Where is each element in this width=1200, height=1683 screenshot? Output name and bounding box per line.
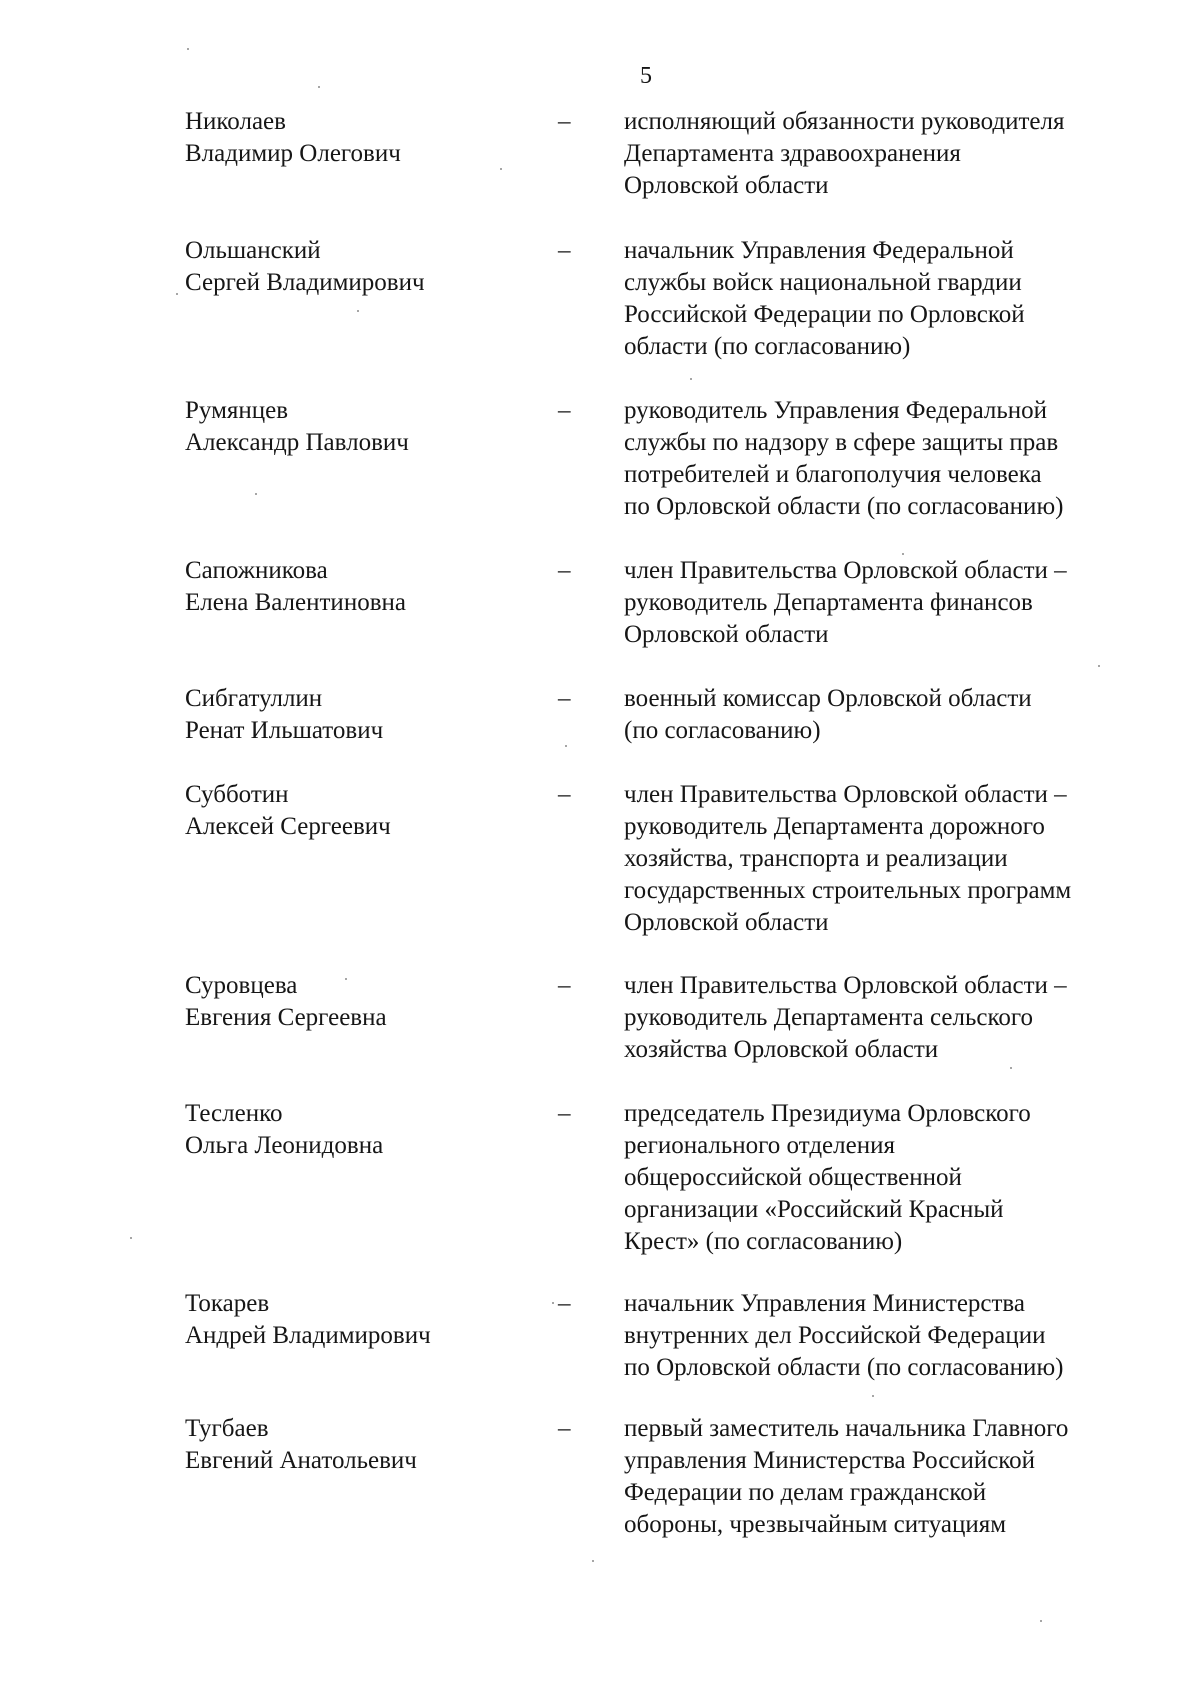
role-line: член Правительства Орловской области – xyxy=(624,972,1067,999)
member-given-names: Ольга Леонидовна xyxy=(185,1132,384,1159)
member-name xyxy=(185,779,515,843)
role-line: Орловской области xyxy=(624,172,829,199)
member-role xyxy=(624,555,1144,651)
role-line: член Правительства Орловской области – xyxy=(624,557,1067,584)
role-line: службы по надзору в сфере защиты прав xyxy=(624,429,1059,456)
scan-speck xyxy=(176,293,178,295)
scan-speck xyxy=(565,745,567,747)
member-surname: Сапожникова xyxy=(185,557,328,584)
scan-speck xyxy=(902,553,904,555)
member-name xyxy=(185,235,515,299)
role-line: председатель Президиума Орловского xyxy=(624,1100,1031,1127)
role-line: начальник Управления Министерства xyxy=(624,1290,1026,1317)
scan-speck xyxy=(1098,665,1100,667)
scan-speck xyxy=(1010,1067,1012,1069)
role-line: Орловской области xyxy=(624,621,829,648)
role-line: государственных строительных программ xyxy=(624,877,1072,904)
member-name xyxy=(185,1098,515,1162)
member-surname: Токарев xyxy=(185,1290,270,1317)
member-surname: Ольшанский xyxy=(185,237,321,264)
role-line: Российской Федерации по Орловской xyxy=(624,301,1025,328)
scan-speck xyxy=(690,378,692,380)
role-line: хозяйства, транспорта и реализации xyxy=(624,845,1008,872)
page-number: 5 xyxy=(640,63,652,89)
role-line: хозяйства Орловской области xyxy=(624,1036,939,1063)
scan-speck xyxy=(552,1302,554,1304)
member-given-names: Елена Валентиновна xyxy=(185,589,406,616)
scan-speck xyxy=(255,493,257,495)
role-line: руководитель Департамента сельского xyxy=(624,1004,1033,1031)
separator-dash: – xyxy=(558,1290,571,1317)
role-line: первый заместитель начальника Главного xyxy=(624,1415,1069,1442)
separator-dash: – xyxy=(558,1415,571,1442)
role-line: Орловской области xyxy=(624,909,829,936)
member-given-names: Сергей Владимирович xyxy=(185,269,425,296)
member-role xyxy=(624,970,1144,1066)
member-role xyxy=(624,106,1144,202)
member-name xyxy=(185,683,515,747)
member-role xyxy=(624,1413,1144,1541)
scan-speck xyxy=(872,1395,874,1397)
member-surname: Субботин xyxy=(185,781,289,808)
member-role xyxy=(624,395,1144,523)
role-line: военный комиссар Орловской области xyxy=(624,685,1032,712)
member-name xyxy=(185,970,515,1034)
role-line: управления Министерства Российской xyxy=(624,1447,1036,1474)
member-role xyxy=(624,235,1144,363)
separator-dash: – xyxy=(558,972,571,999)
member-role xyxy=(624,683,1144,747)
member-given-names: Алексей Сергеевич xyxy=(185,813,391,840)
scan-speck xyxy=(318,86,320,88)
member-surname: Румянцев xyxy=(185,397,289,424)
member-name xyxy=(185,555,515,619)
member-surname: Николаев xyxy=(185,108,286,135)
separator-dash: – xyxy=(558,237,571,264)
member-name xyxy=(185,1288,515,1352)
role-line: Департамента здравоохранения xyxy=(624,140,961,167)
scan-speck xyxy=(345,978,347,980)
role-line: исполняющий обязанности руководителя xyxy=(624,108,1065,135)
role-line: службы войск национальной гвардии xyxy=(624,269,1022,296)
role-line: регионального отделения xyxy=(624,1132,895,1159)
role-line: член Правительства Орловской области – xyxy=(624,781,1067,808)
member-surname: Тугбаев xyxy=(185,1415,269,1442)
scan-speck xyxy=(187,48,189,50)
separator-dash: – xyxy=(558,557,571,584)
member-role xyxy=(624,779,1144,939)
role-line: руководитель Департамента дорожного xyxy=(624,813,1045,840)
role-line: общероссийской общественной xyxy=(624,1164,962,1191)
scan-speck xyxy=(500,168,502,170)
separator-dash: – xyxy=(558,108,571,135)
member-given-names: Андрей Владимирович xyxy=(185,1322,431,1349)
role-line: обороны, чрезвычайным ситуациям xyxy=(624,1511,1007,1538)
scan-speck xyxy=(1040,1620,1042,1622)
role-line: руководитель Управления Федеральной xyxy=(624,397,1048,424)
member-given-names: Ренат Ильшатович xyxy=(185,717,384,744)
separator-dash: – xyxy=(558,685,571,712)
separator-dash: – xyxy=(558,1100,571,1127)
role-line: руководитель Департамента финансов xyxy=(624,589,1033,616)
scan-speck xyxy=(357,310,359,312)
member-role xyxy=(624,1098,1144,1258)
member-name xyxy=(185,1413,515,1477)
role-line: по Орловской области (по согласованию) xyxy=(624,493,1064,520)
member-given-names: Александр Павлович xyxy=(185,429,409,456)
member-given-names: Евгения Сергеевна xyxy=(185,1004,387,1031)
member-given-names: Владимир Олегович xyxy=(185,140,401,167)
member-surname: Суровцева xyxy=(185,972,298,999)
scan-speck xyxy=(592,1560,594,1562)
role-line: начальник Управления Федеральной xyxy=(624,237,1014,264)
role-line: организации «Российский Красный xyxy=(624,1196,1004,1223)
role-line: по Орловской области (по согласованию) xyxy=(624,1354,1064,1381)
role-line: (по согласованию) xyxy=(624,717,821,744)
role-line: потребителей и благополучия человека xyxy=(624,461,1042,488)
role-line: области (по согласованию) xyxy=(624,333,911,360)
scan-speck xyxy=(130,1237,132,1239)
role-line: внутренних дел Российской Федерации xyxy=(624,1322,1046,1349)
member-surname: Сибгатуллин xyxy=(185,685,323,712)
member-name xyxy=(185,106,515,170)
separator-dash: – xyxy=(558,397,571,424)
member-name xyxy=(185,395,515,459)
role-line: Федерации по делам гражданской xyxy=(624,1479,987,1506)
separator-dash: – xyxy=(558,781,571,808)
member-given-names: Евгений Анатольевич xyxy=(185,1447,417,1474)
member-surname: Тесленко xyxy=(185,1100,283,1127)
role-line: Крест» (по согласованию) xyxy=(624,1228,903,1255)
member-role xyxy=(624,1288,1144,1384)
